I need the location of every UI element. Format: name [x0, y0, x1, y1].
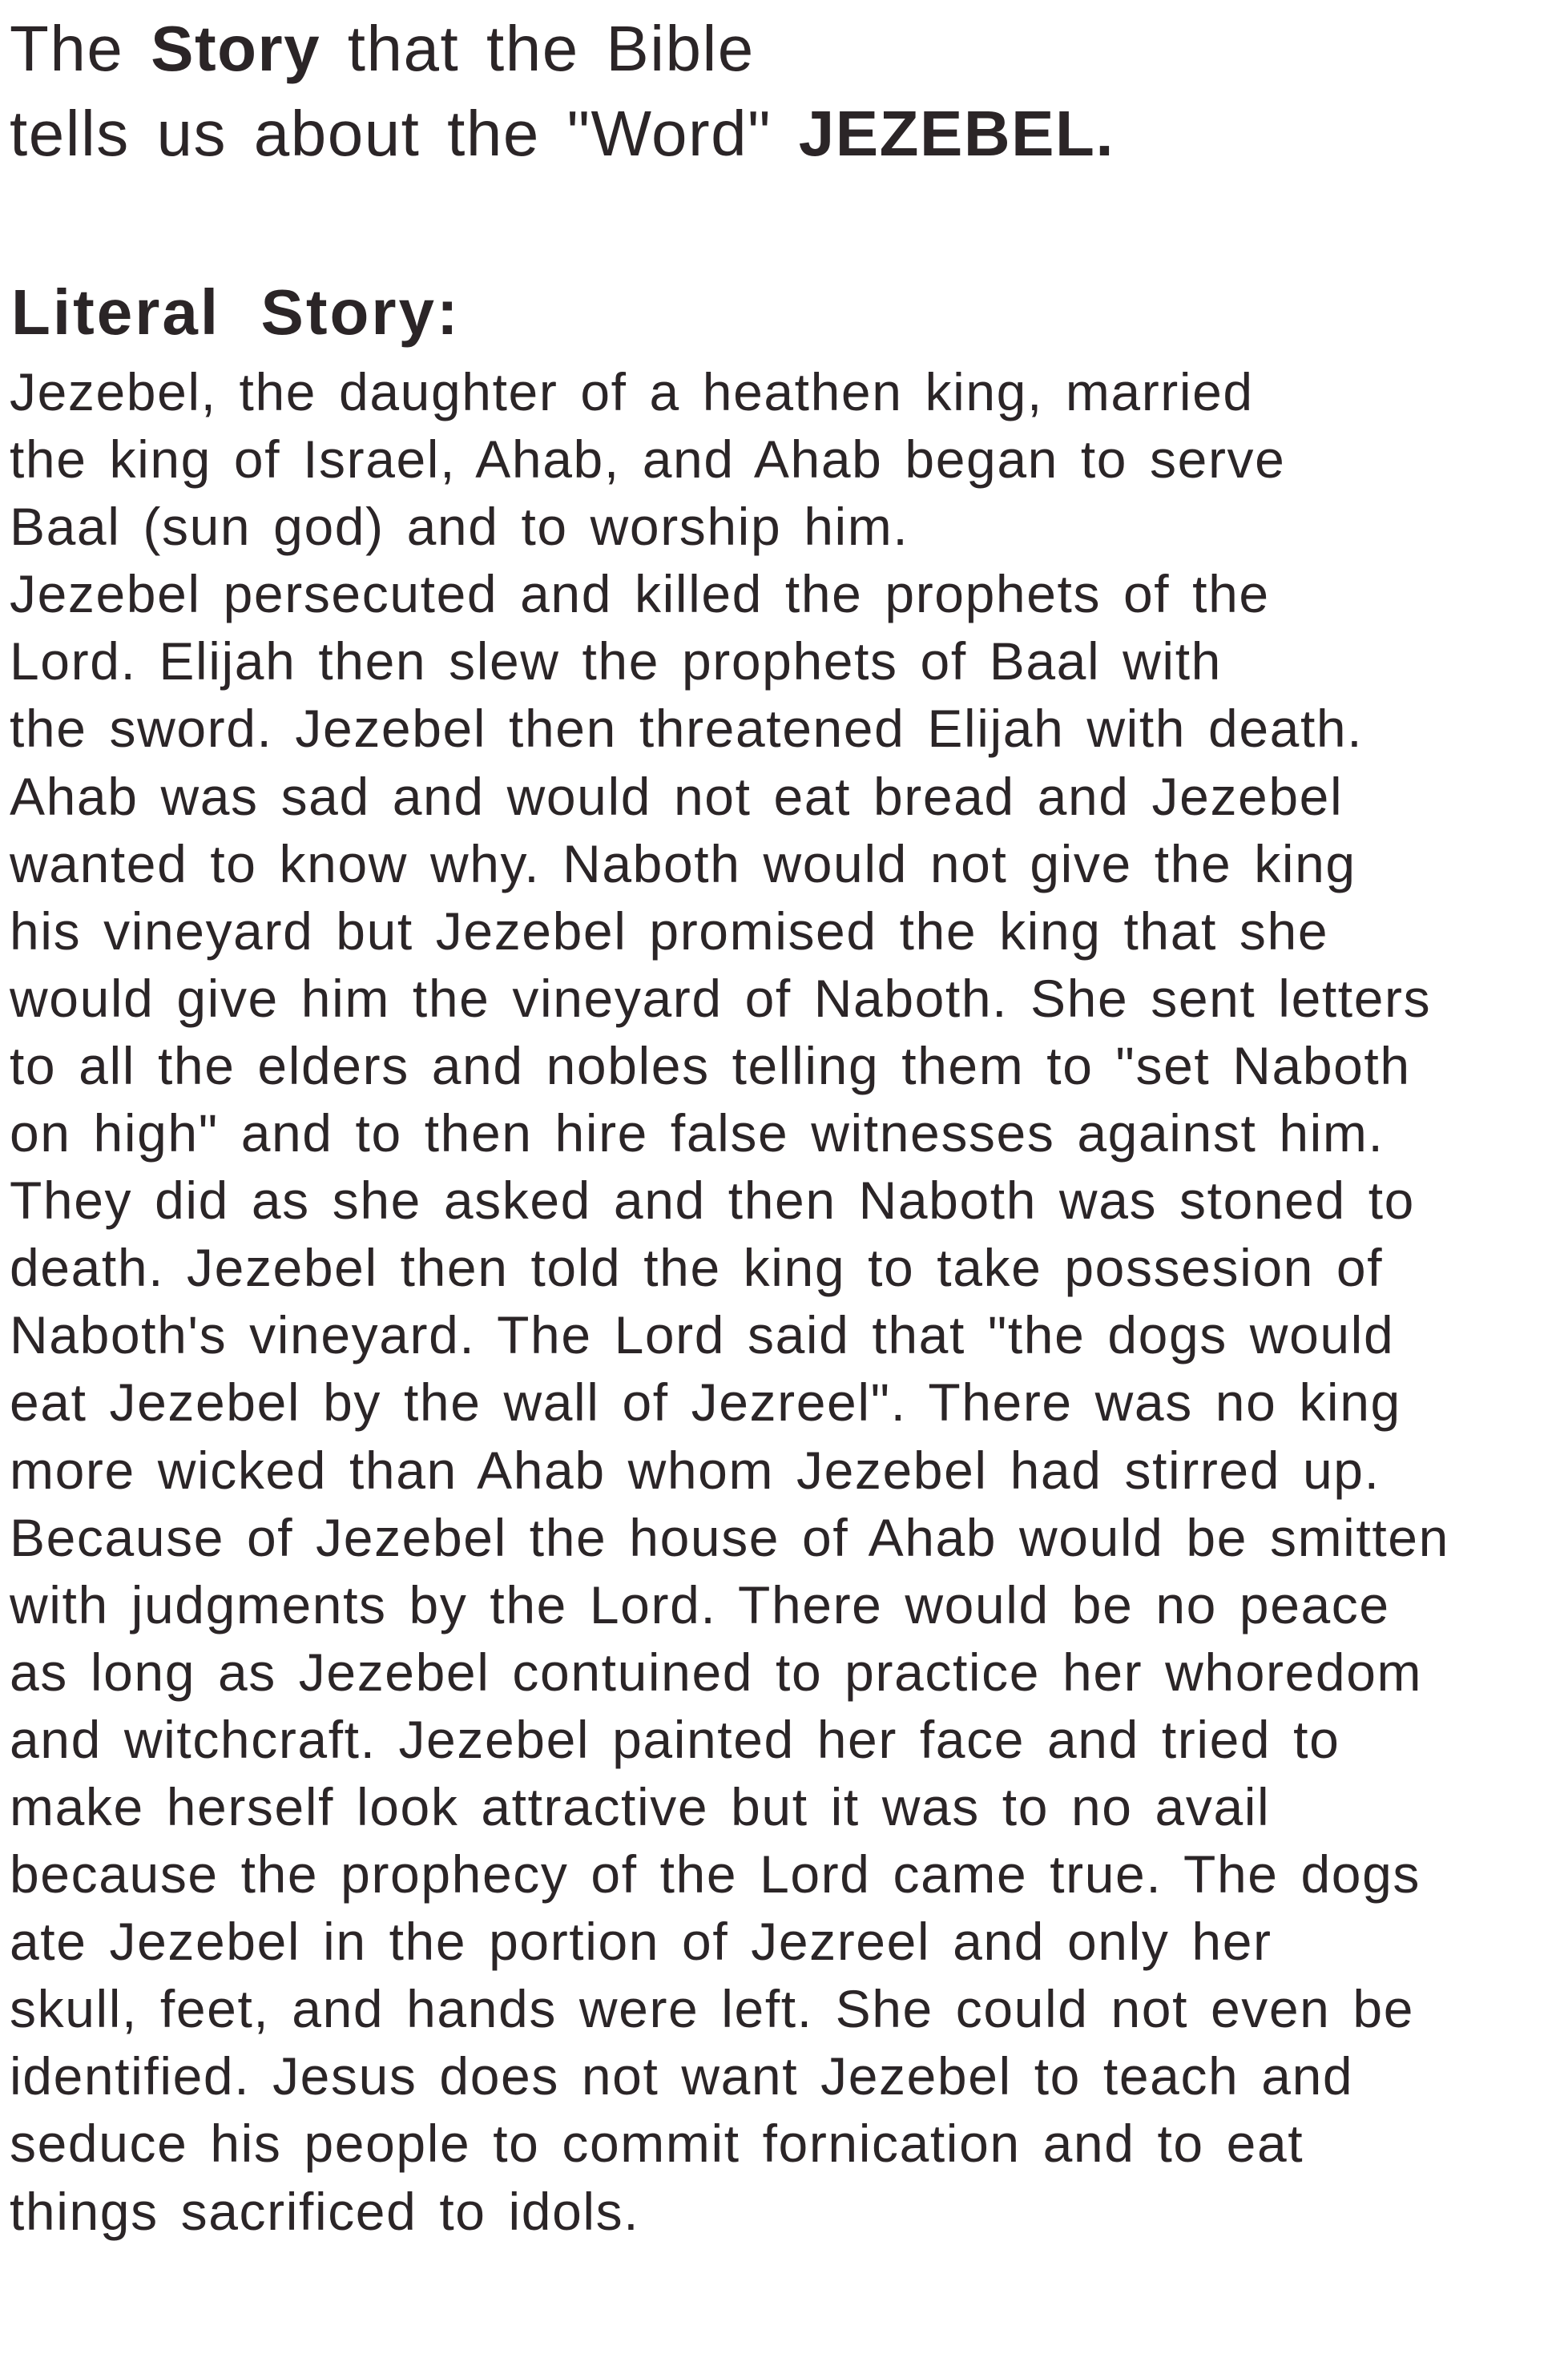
body-line: because the prophecy of the Lord came true. The dogs: [10, 1844, 1421, 1904]
body-line: death. Jezebel then told the king to take possesion of: [10, 1238, 1384, 1298]
body-line: make herself look attractive but it was to no avail: [10, 1776, 1271, 1836]
body-line: Baal (sun god) and to worship him.: [10, 497, 909, 557]
body-line: on high" and to then hire false witnesses against him.: [10, 1103, 1385, 1163]
page-title: [10, 6, 1115, 176]
body-line: They did as she asked and then Naboth was stoned to: [10, 1171, 1415, 1231]
section-heading: Literal Story:: [11, 276, 461, 348]
body-line: Jezebel persecuted and killed the prophets of the: [10, 564, 1270, 624]
body-line: ate Jezebel in the portion of Jezreel and only her: [10, 1912, 1272, 1972]
body-line: skull, feet, and hands were left. She could not even be: [10, 1979, 1415, 2039]
body-line: Because of Jezebel the house of Ahab would be smitten: [10, 1507, 1449, 1567]
body-line: eat Jezebel by the wall of Jezreel". There was no king: [10, 1372, 1401, 1433]
body-line: and witchcraft. Jezebel painted her face and tried to: [10, 1709, 1340, 1769]
body-line: wanted to know why. Naboth would not give the king: [10, 833, 1356, 893]
story-body: [10, 358, 1449, 2245]
title-emphasis-story: Story: [151, 13, 321, 84]
body-line: his vineyard but Jezebel promised the king that she: [10, 901, 1329, 961]
body-line: Jezebel, the daughter of a heathen king, married: [10, 362, 1254, 421]
body-line: more wicked than Ahab whom Jezebel had stirred up.: [10, 1440, 1381, 1500]
body-line: Lord. Elijah then slew the prophets of Baal with: [10, 631, 1222, 691]
body-line: as long as Jezebel contuined to practice her whoredom: [10, 1642, 1423, 1702]
body-line: would give him the vineyard of Naboth. She sent letters: [10, 968, 1432, 1028]
body-line: with judgments by the Lord. There would be no peace: [10, 1574, 1390, 1634]
body-line: the sword. Jezebel then threatened Elijah with death.: [10, 699, 1364, 759]
body-line: things sacrificed to idols.: [10, 2181, 640, 2241]
body-line: Naboth's vineyard. The Lord said that "the dogs would: [10, 1305, 1395, 1365]
body-line: Ahab was sad and would not eat bread and Jezebel: [10, 766, 1344, 826]
title-line-1-pre: The: [10, 13, 151, 84]
title-line-2-pre: tells us about the "Word": [10, 98, 799, 169]
title-line-1: [10, 6, 1115, 91]
body-line: to all the elders and nobles telling them to "set Naboth: [10, 1035, 1411, 1095]
title-line-2: [10, 91, 1115, 176]
body-line: identified. Jesus does not want Jezebel to teach and: [10, 2046, 1354, 2106]
title-line-1-post: that the Bible: [320, 13, 755, 84]
title-emphasis-jezebel: JEZEBEL.: [798, 98, 1115, 169]
body-line: seduce his people to commit fornication and to eat: [10, 2114, 1304, 2174]
body-line: the king of Israel, Ahab, and Ahab began to serve: [10, 429, 1286, 490]
